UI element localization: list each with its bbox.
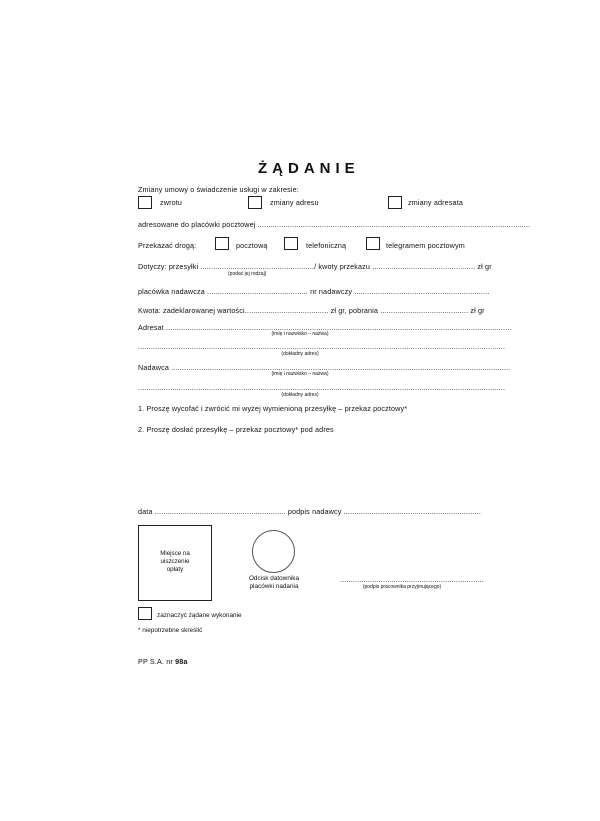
declared-value-line: Kwota: zadeklarowanej wartości....................................... zł gr, pobrania ......................................... zł gr [138,306,485,315]
addressee-address-hint: (dokładny adres) [281,351,319,357]
sender-address-line: ........................................................................................................................................................................... [138,383,506,392]
change-address-checkbox[interactable] [248,196,262,209]
request-withdraw: 1. Proszę wycofać i zwrócić mi wyżej wymienioną przesyłkę – przekaz pocztowy* [138,404,408,413]
form-code-number: 98a [175,657,188,666]
fee-box-line-1: Miejsce na [160,550,190,557]
clerk-signature-hint: (podpis pracownika przyjmującego) [362,584,442,590]
via-phone-checkbox[interactable] [284,237,298,250]
date-signature-line: data ............................................................. podpis nadawcy ................................................................ [138,507,482,516]
via-post-label: pocztową [236,241,268,250]
sending-office-line: placówka nadawcza ............................................... nr nadawczy ............................................................... [138,287,490,296]
change-address-label: zmiany adresu [270,198,319,207]
form-code-prefix: PP S.A. nr [138,657,173,666]
addressee-name-hint: (imię i nazwisko – nazwa) [271,331,329,337]
page-title: ŻĄDANIE [258,160,360,177]
request-forward: 2. Proszę dosłać przesyłkę – przekaz pocztowy* pod adres [138,425,334,434]
addressee-line: Adresat ................................................................................................................................................................. [138,323,512,332]
change-addressee-label: zmiany adresata [408,198,463,207]
fee-box-line-2: uiszczenie [160,558,190,565]
sender-address-hint: (dokładny adres) [281,392,319,398]
postmark-caption-1: Odcisk datownika [248,575,300,582]
intro-text: Zmiany umowy o świadczenie usługi w zakresie: [138,185,299,194]
footnote: * niepotrzebne skreślić [138,627,203,634]
change-addressee-checkbox[interactable] [388,196,402,209]
via-post-checkbox[interactable] [215,237,229,250]
addressee-address-line: ........................................................................................................................................................................... [138,342,506,351]
fee-box [138,525,212,601]
via-telegram-checkbox[interactable] [366,237,380,250]
address-office-line: adresowane do placówki pocztowej ............................................................................................................................... [138,220,531,229]
change-return-label: zwrotu [160,198,183,207]
sender-name-hint: (imię i nazwisko – nazwa) [271,371,329,377]
fee-box-line-3: opłaty [166,566,184,573]
change-return-checkbox[interactable] [138,196,152,209]
sender-line: Nadawca .............................................................................................................................................................. [138,363,511,372]
concerns-hint: (podać jej rodzaj) [228,271,267,277]
send-via-label: Przekazać drogą: [138,241,197,250]
clerk-signature-line: ................................................................... [340,575,484,584]
mark-requested-checkbox[interactable] [138,607,152,620]
via-phone-label: telefoniczną [306,241,347,250]
postmark-circle [252,530,295,573]
via-telegram-label: telegramem pocztowym [386,241,465,250]
postmark-caption-2: placówki nadania [249,583,299,590]
concerns-line: Dotyczy: przesyłki ...................................................../ kwoty przekazu ................................................ zł gr [138,262,492,271]
mark-requested-label: zaznaczyć żądane wykonanie [157,612,242,619]
form-code [138,657,188,666]
